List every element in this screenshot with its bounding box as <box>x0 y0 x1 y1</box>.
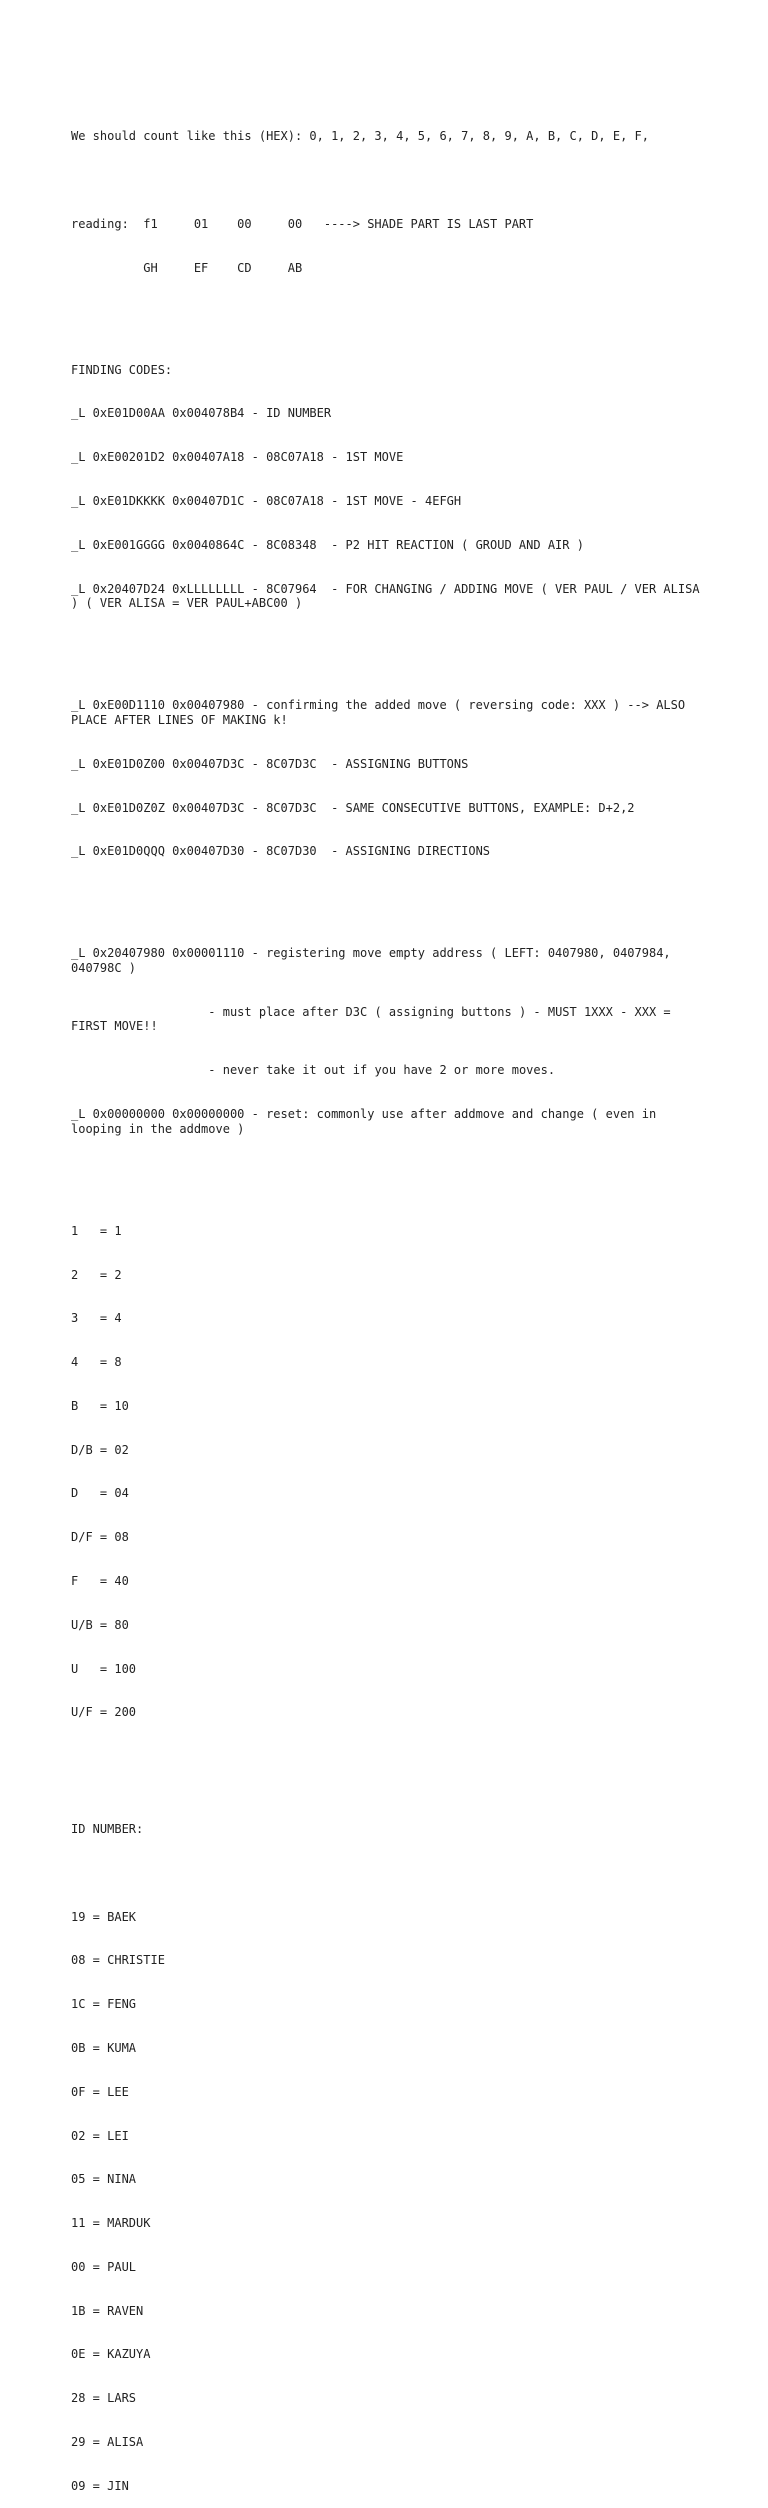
input-value-line: F = 40 <box>71 1573 129 1588</box>
id-number-line: 1B = RAVEN <box>71 2303 144 2318</box>
spacer <box>71 1165 711 1180</box>
input-value-line: 2 = 2 <box>71 1267 122 1282</box>
spacer <box>71 1866 711 1881</box>
code-line: _L 0x20407980 0x00001110 - registering move empty address ( LEFT: 0407980, 0407984, 040798C ) <box>71 946 678 976</box>
spacer <box>71 640 711 655</box>
id-number-line: 0E = KAZUYA <box>71 2347 151 2362</box>
spacer <box>71 173 711 188</box>
input-value-line: 1 = 1 <box>71 1223 122 1238</box>
code-note-line: - must place after D3C ( assigning buttons ) - MUST 1XXX - XXX = FIRST MOVE!! <box>71 1004 678 1034</box>
finding-codes-heading: FINDING CODES: <box>71 362 173 377</box>
code-line: _L 0x20407D24 0xLLLLLLLL - 8C07964 - FOR CHANGING / ADDING MOVE ( VER PAUL / VER ALISA ) ( VER ALISA = VER PAUL+ABC00 ) <box>71 581 707 611</box>
document-body <box>71 100 711 2508</box>
id-number-line: 28 = LARS <box>71 2391 137 2406</box>
id-number-line: 09 = JIN <box>71 2478 129 2493</box>
code-line: _L 0xE00201D2 0x00407A18 - 08C07A18 - 1ST MOVE <box>71 450 404 465</box>
input-value-line: D = 04 <box>71 1486 129 1501</box>
id-number-line: 29 = ALISA <box>71 2435 144 2449</box>
id-number-line: 00 = PAUL <box>71 2259 137 2274</box>
id-number-line: 0F = LEE <box>71 2084 129 2099</box>
id-number-heading: ID NUMBER: <box>71 1822 144 1837</box>
input-value-line: D/F = 08 <box>71 1530 129 1545</box>
code-line: _L 0xE001GGGG 0x0040864C - 8C08348 - P2 HIT REACTION ( GROUD AND AIR ) <box>71 537 584 552</box>
code-line: _L 0xE00D1110 0x00407980 - confirming the added move ( reversing code: XXX ) --> ALSO PLACE AFTER LINES OF MAKING k! <box>71 698 693 727</box>
input-value-line: U/B = 80 <box>71 1617 129 1632</box>
id-number-line: 05 = NINA <box>71 2172 137 2187</box>
id-number-line: 02 = LEI <box>71 2128 129 2143</box>
code-note-line: - never take it out if you have 2 or more moves. <box>71 1063 556 1078</box>
input-value-line: D/B = 02 <box>71 1442 129 1457</box>
spacer <box>71 888 711 903</box>
input-value-line: 4 = 8 <box>71 1355 122 1370</box>
id-number-line: 19 = BAEK <box>71 1909 137 1924</box>
code-line: _L 0xE01D00AA 0x004078B4 - ID NUMBER <box>71 406 332 421</box>
code-line: _L 0xE01D0QQQ 0x00407D30 - 8C07D30 - ASSIGNING DIRECTIONS <box>71 844 491 859</box>
input-value-line: 3 = 4 <box>71 1311 122 1326</box>
id-number-line: 11 = MARDUK <box>71 2216 151 2231</box>
code-line: _L 0xE01D0Z0Z 0x00407D3C - 8C07D3C - SAME CONSECUTIVE BUTTONS, EXAMPLE: D+2,2 <box>71 800 635 815</box>
spacer <box>71 304 711 319</box>
input-value-line: B = 10 <box>71 1398 129 1413</box>
code-line: _L 0xE01D0Z00 0x00407D3C - 8C07D3C - ASSIGNING BUTTONS <box>71 756 469 771</box>
input-value-line: U = 100 <box>71 1661 137 1676</box>
code-line: _L 0x00000000 0x00000000 - reset: commonly use after addmove and change ( even in looping in the addmove ) <box>71 1106 664 1136</box>
reading-line-1: reading: f1 01 00 00 ----> SHADE PART IS LAST PART <box>71 216 534 231</box>
code-line: _L 0xE01DKKKK 0x00407D1C - 08C07A18 - 1ST MOVE - 4EFGH <box>71 494 462 509</box>
reading-line-2: GH EF CD AB <box>71 260 303 275</box>
id-number-line: 0B = KUMA <box>71 2040 137 2055</box>
input-value-line: U/F = 200 <box>71 1705 137 1720</box>
hex-count-line: We should count like this (HEX): 0, 1, 2, 3, 4, 5, 6, 7, 8, 9, A, B, C, D, E, F, <box>71 129 649 144</box>
spacer <box>71 1749 711 1778</box>
id-number-line: 1C = FENG <box>71 1997 137 2012</box>
id-number-line: 08 = CHRISTIE <box>71 1953 165 1968</box>
